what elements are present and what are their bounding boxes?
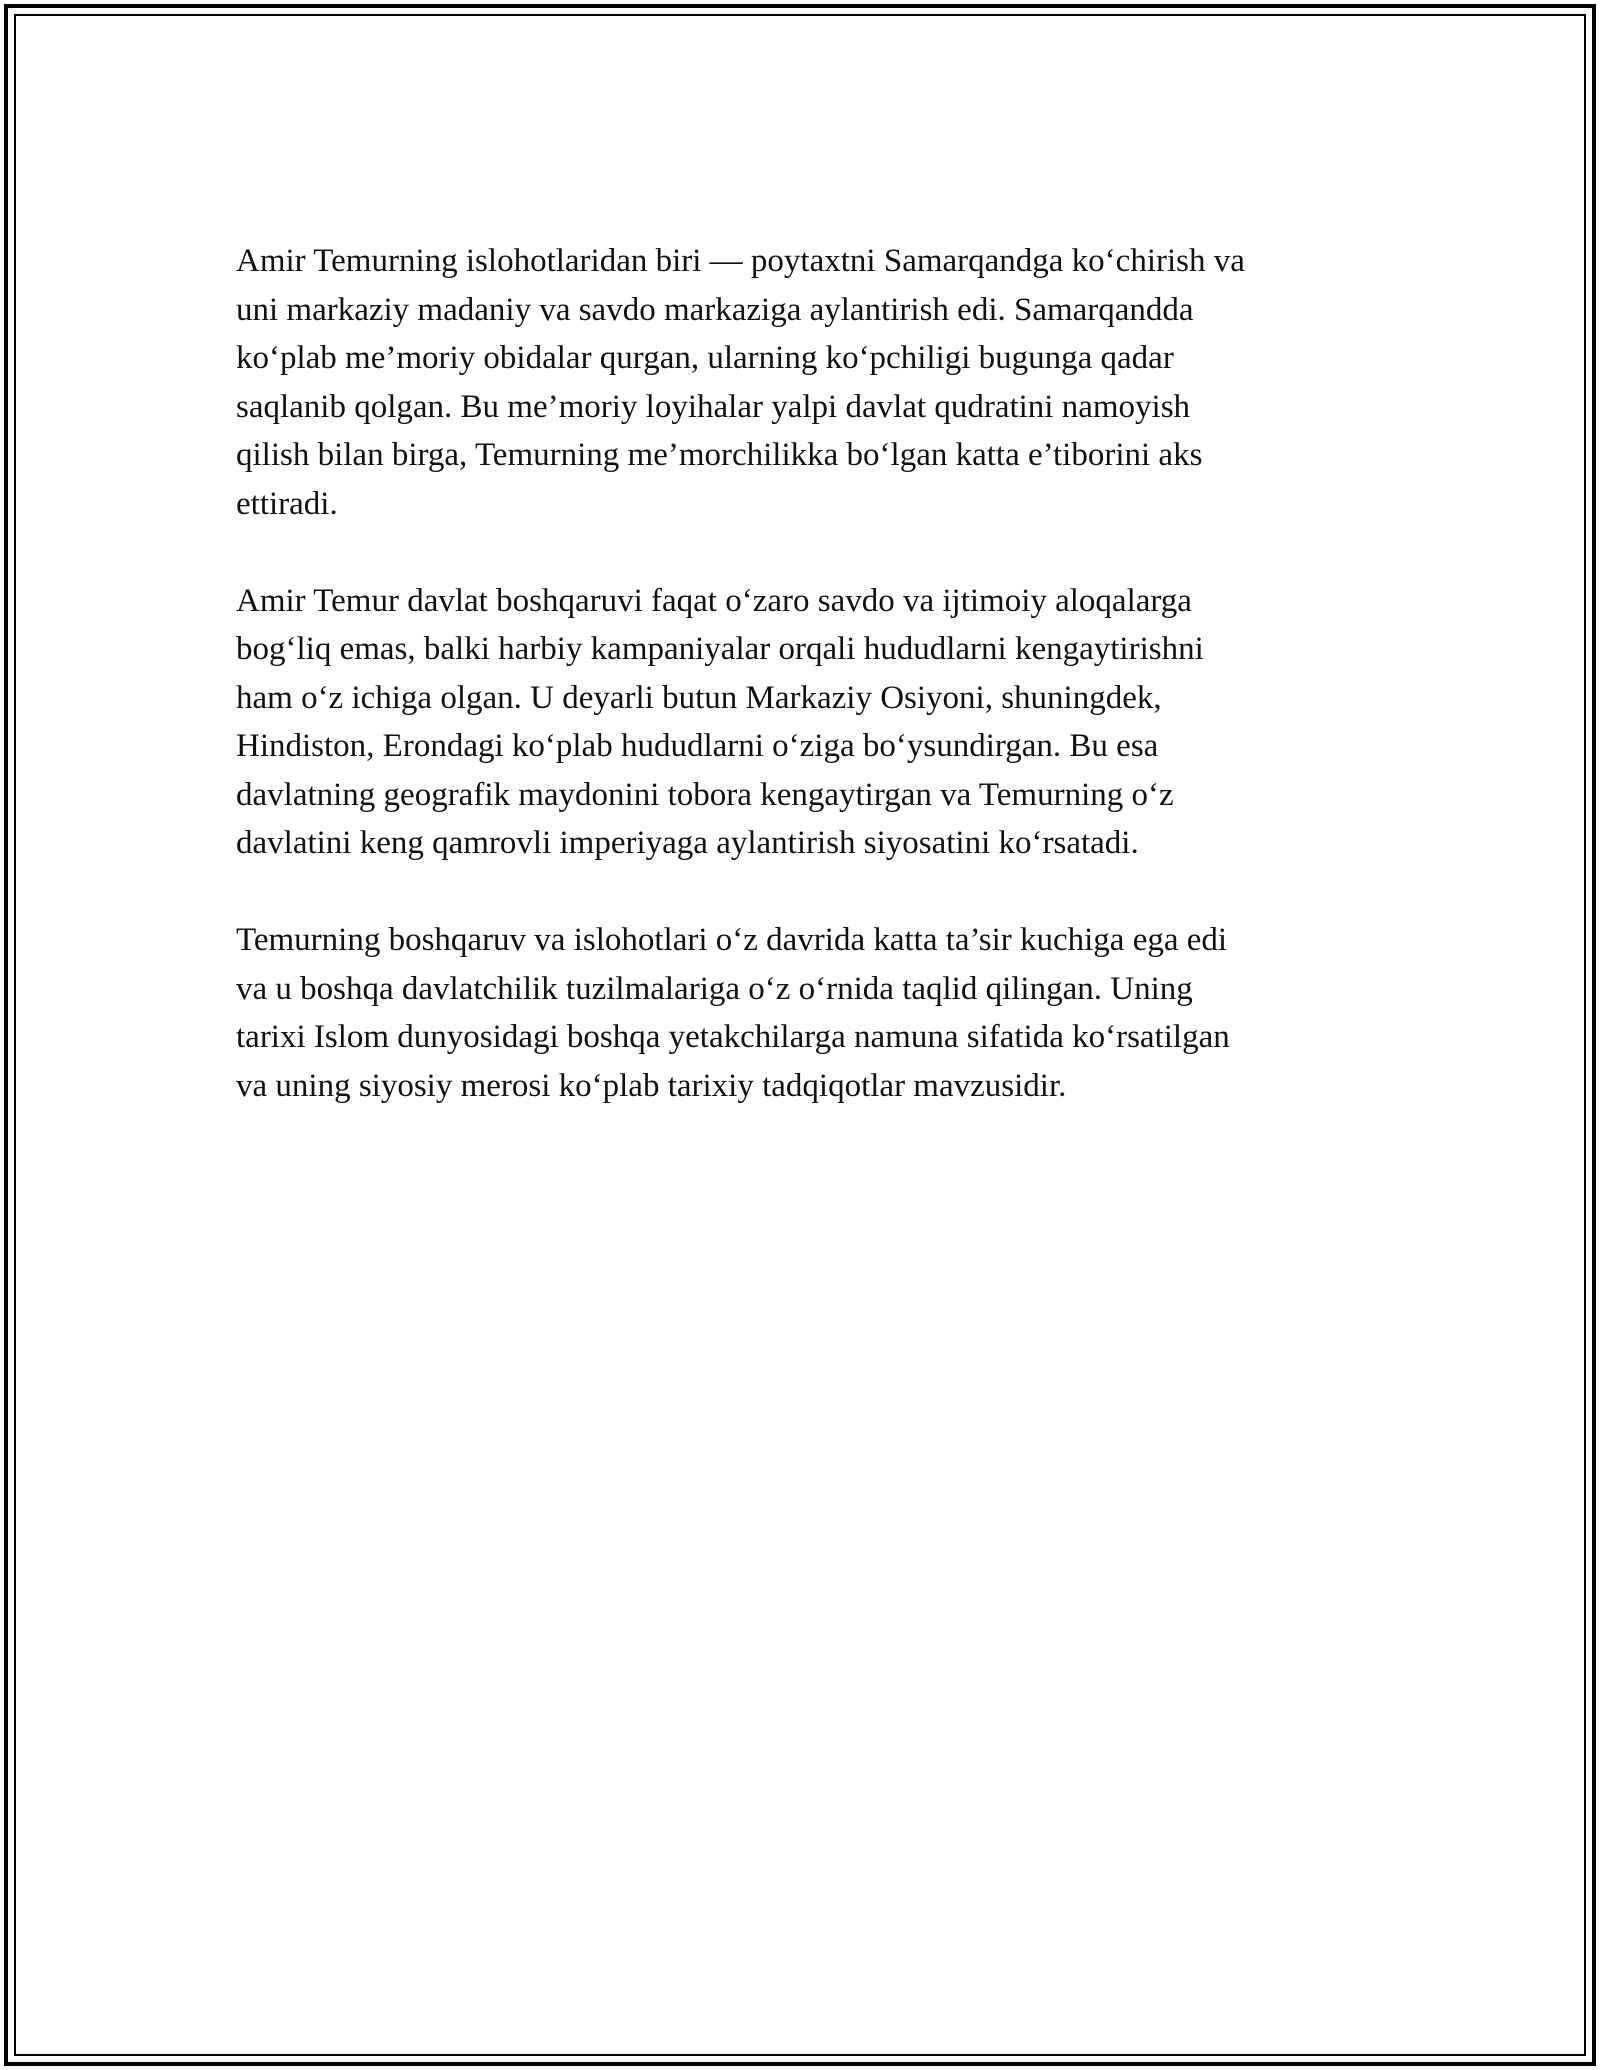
- document-body: [236, 237, 1376, 1159]
- text-line: Amir Temurning islohotlaridan biri — poytaxtni Samarqandga koʻchirish va: [236, 243, 1245, 279]
- text-line: davlatning geografik maydonini tobora kengaytirgan va Temurning oʻz: [236, 776, 1174, 813]
- text-line: davlatini keng qamrovli imperiyaga aylantirish siyosatini koʻrsatadi.: [236, 825, 1139, 861]
- text-line: bogʻliq emas, balki harbiy kampaniyalar orqali hududlarni kengaytirishni: [236, 631, 1204, 667]
- text-line: saqlanib qolgan. Bu me’moriy loyihalar yalpi davlat qudratini namoyish: [236, 388, 1191, 425]
- text-line: Amir Temur davlat boshqaruvi faqat oʻzaro savdo va ijtimoiy aloqalarga: [236, 582, 1192, 619]
- text-line: tarixi Islom dunyosidagi boshqa yetakchilarga namuna sifatida koʻrsatilgan: [236, 1019, 1230, 1055]
- paragraph-1: [236, 237, 1376, 528]
- text-line: ettiradi.: [236, 485, 338, 522]
- text-line: va uning siyosiy merosi koʻplab tarixiy tadqiqotlar mavzusidir.: [236, 1067, 1067, 1104]
- text-line: Temurning boshqaruv va islohotlari oʻz davrida katta ta’sir kuchiga ega edi: [236, 922, 1228, 958]
- paragraph-2: [236, 577, 1376, 868]
- text-line: ham oʻz ichiga olgan. U deyarli butun Markaziy Osiyoni, shuningdek,: [236, 679, 1162, 716]
- text-line: uni markaziy madaniy va savdo markaziga aylantirish edi. Samarqandda: [236, 291, 1194, 328]
- paragraph-3: [236, 916, 1376, 1110]
- text-line: qilish bilan birga, Temurning me’morchilikka boʻlgan katta e’tiborini aks: [236, 437, 1203, 473]
- text-line: va u boshqa davlatchilik tuzilmalariga oʻz oʻrnida taqlid qilingan. Uning: [236, 970, 1193, 1007]
- text-line: koʻplab me’moriy obidalar qurgan, ularning koʻpchiligi bugunga qadar: [236, 340, 1174, 376]
- text-line: Hindiston, Erondagi koʻplab hududlarni oʻziga boʻysundirgan. Bu esa: [236, 728, 1159, 764]
